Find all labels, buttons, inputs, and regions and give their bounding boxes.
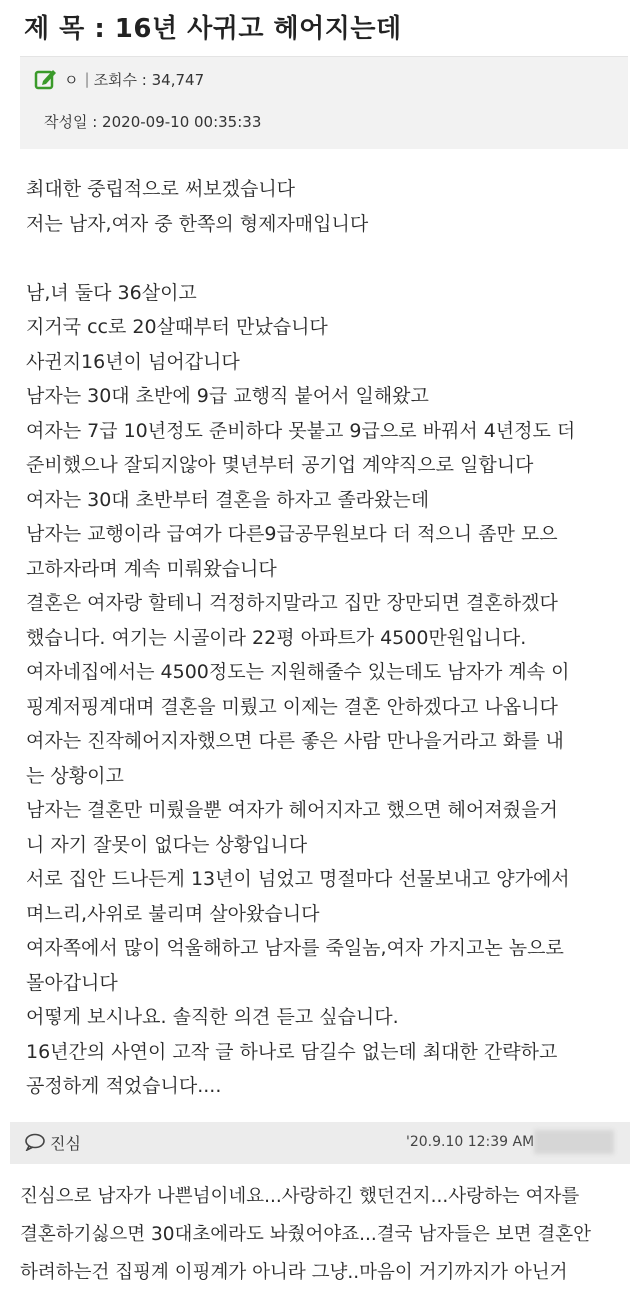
- post-meta-row: [34, 67, 204, 91]
- text-line: 서로 집안 드나든게 13년이 넘었고 명절마다 선물보내고 양가에서: [26, 868, 570, 890]
- post-body: [26, 172, 626, 1104]
- text-line: 지거국 cc로 20살때부터 만났습니다: [26, 316, 328, 338]
- text-line: 고하자라며 계속 미뤄왔습니다: [26, 557, 277, 580]
- comment-bubble-icon: [24, 1133, 46, 1151]
- edit-icon[interactable]: [34, 67, 58, 91]
- text-line: 결혼하기싫으면 30대초에라도 놔줬어야죠...결국 남자들은 보면 결혼안: [20, 1224, 591, 1245]
- text-line: 16년간의 사연이 고작 글 하나로 담길수 없는데 최대한 간략하고: [26, 1040, 558, 1063]
- text-line: 남자는 30대 초반에 9급 교행직 붙어서 일해왔고: [26, 385, 429, 407]
- comment-header: [10, 1122, 630, 1164]
- comment-body: [20, 1178, 630, 1292]
- text-line: 하려하는건 집핑계 이핑계가 아니라 그냥..마음이 거기까지가 아닌거: [20, 1262, 568, 1283]
- post-author[interactable]: ㅇ: [64, 70, 79, 89]
- text-line: 남,녀 둘다 36살이고: [26, 281, 197, 304]
- text-line: 진심으로 남자가 나쁜넘이네요...사랑하긴 했던건지...사랑하는 여자를: [20, 1186, 580, 1207]
- text-line: 여자쪽에서 많이 억울해하고 남자를 죽일놈,여자 가지고논 놈으로: [26, 937, 564, 959]
- text-line: 며느리,사위로 불리며 살아왔습니다: [26, 902, 320, 925]
- blurred-ip: [534, 1130, 614, 1154]
- text-line: 여자는 30대 초반부터 결혼을 하자고 졸라왔는데: [26, 488, 430, 511]
- text-line: 공정하게 적었습니다....: [26, 1075, 222, 1097]
- text-line: 사귄지16년이 넘어갑니다: [26, 350, 240, 373]
- comment-date: '20.9.10 12:39 AM: [406, 1134, 535, 1150]
- text-line: 남자는 교행이라 급여가 다른9급공무원보다 더 적으니 좀만 모으: [26, 523, 558, 545]
- text-line: 저는 남자,여자 중 한쪽의 형제자매입니다: [26, 212, 369, 235]
- post-date: 작성일 : 2020-09-10 00:35:33: [44, 113, 262, 131]
- page-title: 제 목 : 16년 사귀고 헤어지는데: [24, 14, 402, 44]
- text-line: 여자는 7급 10년정도 준비하다 못붙고 9급으로 바꿔서 4년정도 더: [26, 419, 576, 442]
- text-line: 어떻게 보시나요. 솔직한 의견 듣고 싶습니다.: [26, 1006, 399, 1028]
- text-line: 는 상황이고: [26, 764, 124, 787]
- post-meta-box: [20, 56, 628, 149]
- text-line: 핑계저핑계대며 결혼을 미뤘고 이제는 결혼 안하겠다고 나옵니다: [26, 695, 558, 718]
- text-line: 했습니다. 여기는 시골이라 22평 아파트가 4500만원입니다.: [26, 626, 527, 649]
- text-line: 니 자기 잘못이 없다는 상황입니다: [26, 833, 308, 856]
- text-line: [26, 241, 626, 276]
- view-count: 조회수 : 34,747: [93, 70, 205, 89]
- text-line: 여자는 진작헤어지자했으면 다른 좋은 사람 만나을거라고 화를 내: [26, 730, 564, 752]
- text-line: 몰아갑니다: [26, 971, 118, 994]
- text-line: 결혼은 여자랑 할테니 걱정하지말라고 집만 장만되면 결혼하겠다: [26, 592, 558, 614]
- text-line: 최대한 중립적으로 써보겠습니다: [26, 178, 296, 200]
- text-line: 준비했으나 잘되지않아 몇년부터 공기업 계약직으로 일합니다: [26, 454, 534, 476]
- text-line: 남자는 결혼만 미뤘을뿐 여자가 헤어지자고 했으면 헤어져줬을거: [26, 799, 558, 821]
- text-line: 여자네집에서는 4500정도는 지원해줄수 있는데도 남자가 계속 이: [26, 661, 570, 683]
- meta-divider: |: [84, 70, 90, 88]
- comment-author: 진심: [50, 1134, 81, 1153]
